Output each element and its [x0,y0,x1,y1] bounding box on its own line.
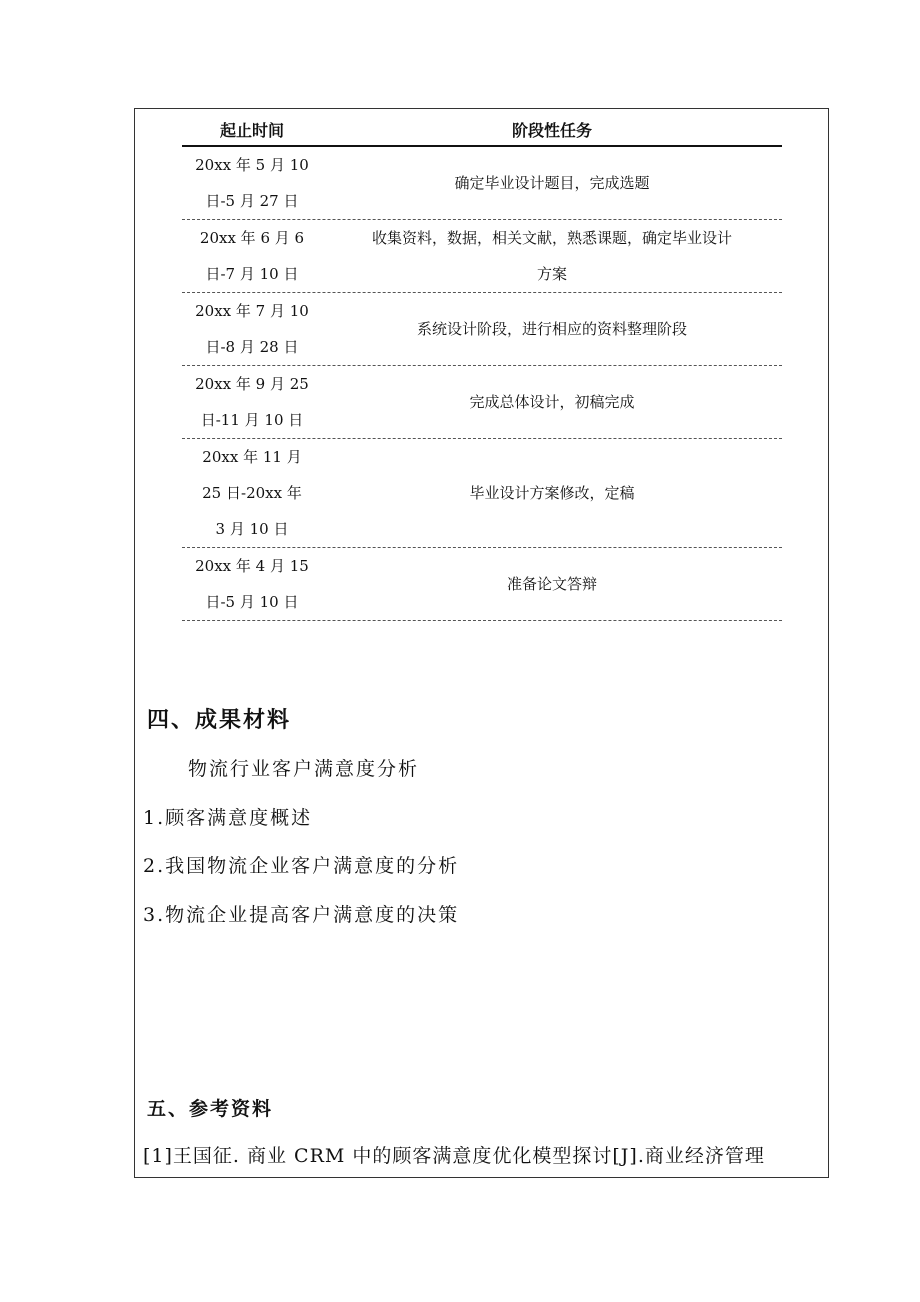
time-line: 20xx 年 6 月 6 [199,229,305,247]
task-line: 毕业设计方案修改，定稿 [469,484,635,502]
table-header [182,113,782,147]
header-task: 阶段性任务 [511,120,592,140]
task-cell [322,220,782,292]
time-line: 日-5 月 10 日 [205,593,299,611]
task-line: 完成总体设计，初稿完成 [469,393,635,411]
time-cell [182,548,322,620]
time-line: 日-7 月 10 日 [205,265,299,283]
list-item: 1.顾客满意度概述 [143,807,313,829]
task-line: 收集资料，数据，相关文献，熟悉课题，确定毕业设计 [371,229,732,247]
time-line: 20xx 年 5 月 10 [195,156,309,174]
time-line: 20xx 年 11 月 [202,448,302,466]
table-row [182,439,782,548]
time-cell [182,366,322,438]
list-item: 3.物流企业提高客户满意度的决策 [143,904,460,926]
section-4-subtitle: 物流行业客户满意度分析 [188,758,420,780]
task-line: 系统设计阶段，进行相应的资料整理阶段 [416,320,687,338]
time-line: 20xx 年 7 月 10 [195,302,309,320]
time-cell [182,147,322,219]
table-row [182,366,782,439]
table-row [182,293,782,366]
time-line: 20xx 年 9 月 25 [195,375,309,393]
header-time: 起止时间 [219,120,284,140]
task-line: 确定毕业设计题目，完成选题 [454,174,650,192]
task-cell [322,311,782,347]
task-cell [322,165,782,201]
table-row [182,548,782,621]
time-cell [182,439,322,547]
task-line: 准备论文答辩 [506,575,597,593]
list-item: 2.我国物流企业客户满意度的分析 [143,855,460,877]
task-cell [322,384,782,420]
time-line: 3 月 10 日 [215,520,289,538]
time-line: 20xx 年 4 月 15 [195,557,309,575]
time-cell [182,220,322,292]
section-5-heading: 五、参考资料 [147,1098,274,1120]
table-row [182,220,782,293]
reference-item: [1]王国征. 商业 CRM 中的顾客满意度优化模型探讨[J].商业经济管理 [143,1145,765,1167]
section-4-heading: 四、成果材料 [147,707,292,733]
time-line: 25 日-20xx 年 [202,484,302,502]
task-cell [322,475,782,511]
table-row [182,147,782,220]
time-line: 日-5 月 27 日 [205,192,299,210]
task-cell [322,566,782,602]
time-line: 日-11 月 10 日 [200,411,304,429]
schedule-table [182,113,782,621]
time-cell [182,293,322,365]
time-line: 日-8 月 28 日 [205,338,299,356]
task-line: 方案 [536,265,567,283]
